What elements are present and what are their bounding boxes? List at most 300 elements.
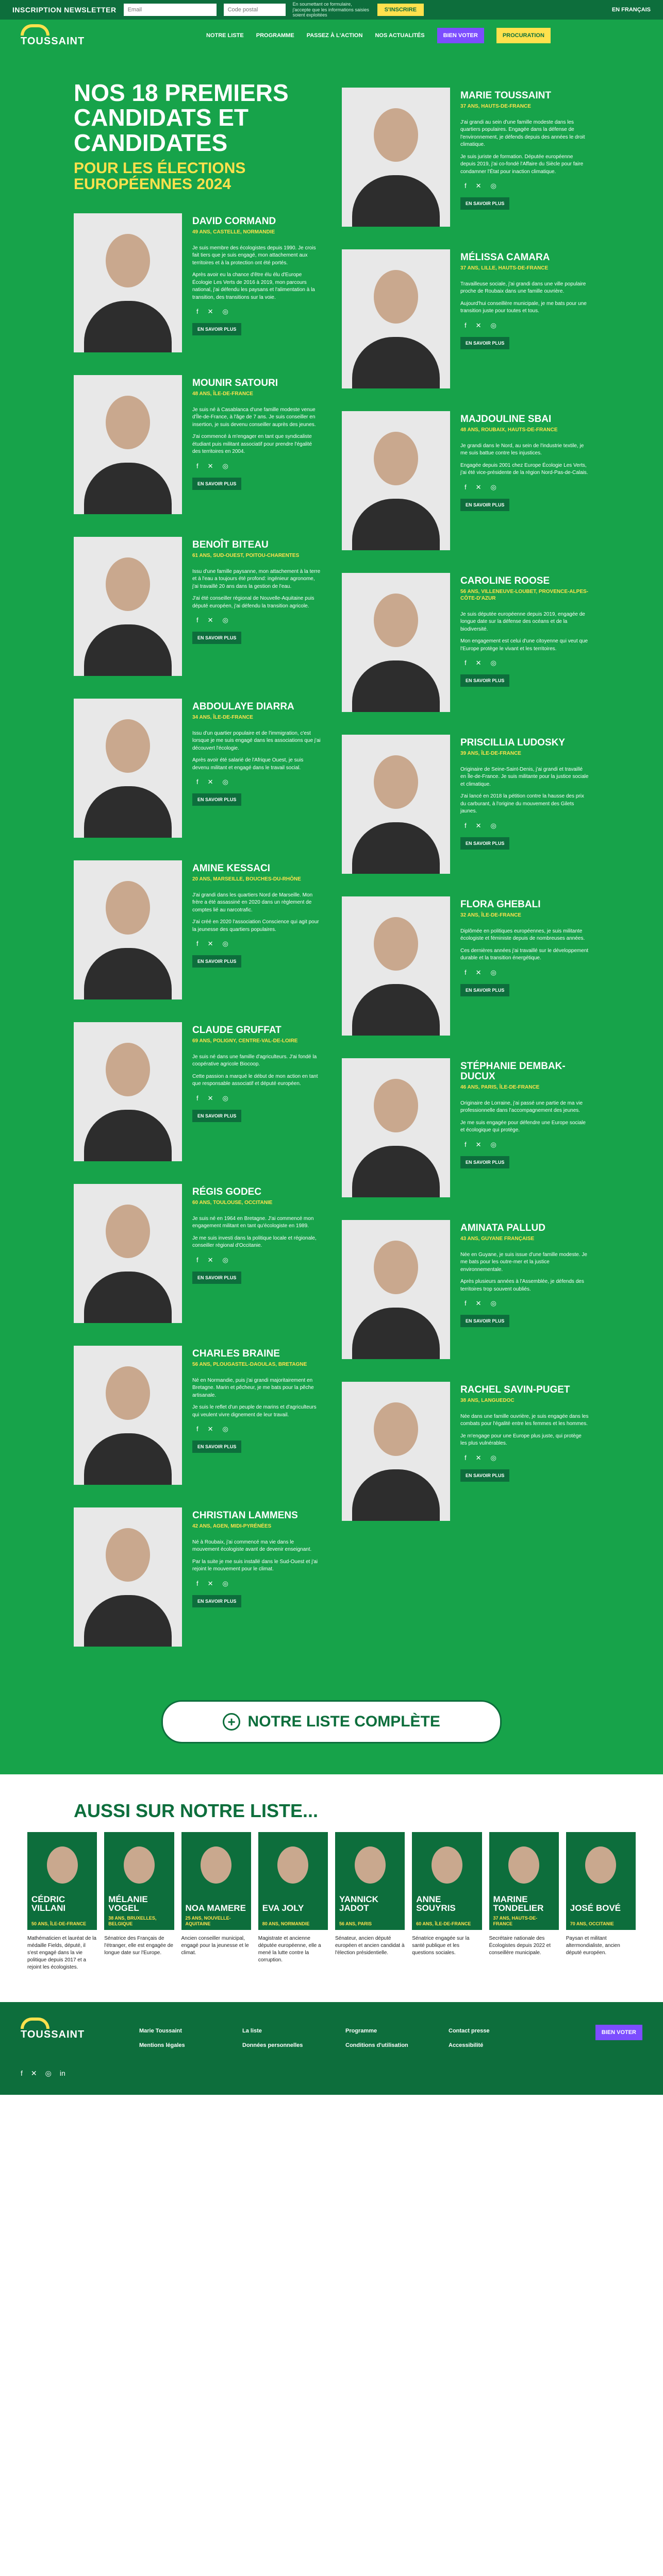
- candidate-card: [74, 537, 321, 676]
- portrait-body: [352, 660, 440, 712]
- x-icon[interactable]: ✕: [475, 821, 482, 829]
- candidate-card: [74, 1346, 321, 1485]
- facebook-icon[interactable]: f: [465, 1453, 467, 1462]
- instagram-icon[interactable]: ◎: [222, 462, 228, 470]
- proxy-button[interactable]: PROCURATION: [496, 28, 551, 43]
- portrait-head: [374, 755, 418, 809]
- footer-link[interactable]: Mentions légales: [139, 2042, 185, 2048]
- left-column: [74, 52, 332, 1669]
- portrait-head: [374, 108, 418, 162]
- also-card[interactable]: [412, 1832, 482, 1971]
- candidate-bio: Je me suis investi dans la politique locale et régionale, conseiller régional d'Occitanie.: [192, 1235, 317, 1249]
- read-more-button[interactable]: EN SAVOIR PLUS: [192, 1110, 241, 1122]
- facebook-icon[interactable]: f: [465, 1140, 467, 1148]
- portrait-head: [201, 1846, 231, 1884]
- instagram-icon[interactable]: ◎: [490, 659, 496, 667]
- portrait-head: [374, 917, 418, 971]
- also-card[interactable]: [27, 1832, 97, 1971]
- nav-item[interactable]: NOTRE LISTE: [206, 32, 244, 39]
- portrait-body: [84, 301, 172, 352]
- facebook-icon[interactable]: f: [465, 968, 467, 976]
- candidate-name: STÉPHANIE DEMBAK-DUCUX: [460, 1061, 566, 1082]
- read-more-button[interactable]: EN SAVOIR PLUS: [192, 1595, 241, 1607]
- x-icon[interactable]: ✕: [207, 778, 213, 786]
- candidate-bio: Diplômée en politiques européennes, je suis militante écologiste et féministe depuis de nombreuses années.: [460, 928, 585, 942]
- instagram-icon[interactable]: ◎: [490, 821, 496, 829]
- portrait-head: [106, 1043, 150, 1096]
- candidate-social: [460, 1299, 589, 1308]
- also-meta: 80 ANS, NORMANDIE: [262, 1921, 310, 1927]
- candidate-bio: J'ai créé en 2020 l'association Conscience qui agit pour la jeunesse des quartiers populaires.: [192, 919, 319, 933]
- candidate-name: MÉLISSA CAMARA: [460, 252, 550, 263]
- facebook-icon[interactable]: f: [196, 616, 198, 624]
- instagram-icon[interactable]: ◎: [222, 1094, 228, 1102]
- facebook-icon[interactable]: f: [465, 483, 467, 491]
- instagram-icon[interactable]: ◎: [45, 2069, 52, 2077]
- instagram-icon[interactable]: ◎: [222, 1256, 228, 1264]
- portrait-body: [84, 948, 172, 999]
- facebook-icon[interactable]: f: [196, 1256, 198, 1264]
- candidate-bio: Après plusieurs années à l'Assemblée, je défends des territoires trop souvent oubliés.: [460, 1279, 584, 1292]
- facebook-icon[interactable]: f: [196, 462, 198, 470]
- candidate-bio: J'ai été conseiller régional de Nouvelle-Aquitaine puis député européen, j'ai défendu la transition agricole.: [192, 596, 314, 609]
- candidate-name: CAROLINE ROOSE: [460, 575, 550, 586]
- x-icon[interactable]: ✕: [207, 308, 213, 316]
- portrait-body: [352, 984, 440, 1036]
- portrait-body: [84, 624, 172, 676]
- footer-social: [21, 2069, 642, 2078]
- candidate-bio: Aujourd'hui conseillère municipale, je me bats pour une transition juste pour toutes et tous.: [460, 300, 587, 314]
- candidate-meta: 56 ANS, PLOUGASTEL-DAOULAS, BRETAGNE: [192, 1361, 307, 1367]
- candidate-name: RÉGIS GODEC: [192, 1186, 262, 1197]
- candidate-card: [74, 1022, 321, 1161]
- candidate-meta: 39 ANS, ÎLE-DE-FRANCE: [460, 750, 521, 756]
- footer-link[interactable]: La liste: [242, 2027, 262, 2034]
- also-card[interactable]: [335, 1832, 405, 1971]
- x-icon[interactable]: ✕: [475, 321, 482, 329]
- candidate-name: DAVID CORMAND: [192, 215, 276, 227]
- candidate-bio: Je suis juriste de formation. Députée européenne depuis 2019, j'ai co-fondé l'Affaire du Siècle pour faire condamner l'État pour inaction climatique.: [460, 154, 584, 175]
- also-photo: [489, 1832, 559, 1930]
- footer-links: [139, 2028, 541, 2048]
- instagram-icon[interactable]: ◎: [490, 182, 496, 190]
- also-meta: 70 ANS, OCCITANIE: [570, 1921, 614, 1927]
- portrait-head: [106, 396, 150, 449]
- facebook-icon[interactable]: f: [196, 1579, 198, 1587]
- also-desc: Sénatrice engagée sur la santé publique et les questions sociales.: [412, 1935, 470, 1956]
- candidate-social: [192, 616, 321, 624]
- facebook-icon[interactable]: f: [465, 321, 467, 329]
- candidate-social: [192, 1580, 321, 1588]
- candidate-bio: Après avoir eu la chance d'être élu élu d'Europe Écologie Les Verts de 2016 à 2019, mon parcours national, j'ai défendu les paysans et l'alimentation à la transition, des transitions sur la voie.: [192, 272, 315, 300]
- footer-vote-button[interactable]: BIEN VOTER: [595, 2025, 642, 2040]
- portrait-head: [374, 1241, 418, 1294]
- candidate-meta: 42 ANS, AGEN, MIDI-PYRÉNÉES: [192, 1523, 272, 1529]
- main-nav: [206, 28, 551, 43]
- facebook-icon[interactable]: f: [465, 182, 467, 190]
- candidate-card: [342, 1058, 589, 1197]
- candidate-meta: 49 ANS, CASTELLE, NORMANDIE: [192, 229, 275, 235]
- x-icon[interactable]: ✕: [475, 1140, 482, 1148]
- facebook-icon[interactable]: f: [465, 659, 467, 667]
- candidate-name: RACHEL SAVIN-PUGET: [460, 1384, 570, 1395]
- nav-item[interactable]: PASSEZ À L'ACTION: [306, 32, 363, 39]
- candidate-social: [460, 969, 589, 977]
- also-desc: Ancien conseiller municipal, engagé pour la jeunesse et le climat.: [181, 1935, 249, 1956]
- candidate-bio: J'ai commencé à m'engager en tant que syndicaliste étudiant puis militant associatif pour prendre l'égalité des territoires en 2004.: [192, 434, 312, 455]
- linkedin-icon[interactable]: in: [59, 2069, 65, 2077]
- nav-item[interactable]: NOS ACTUALITÉS: [375, 32, 425, 39]
- also-section: [0, 1774, 663, 2002]
- also-meta: 37 ANS, HAUTS-DE-FRANCE: [493, 1916, 538, 1927]
- x-icon[interactable]: ✕: [207, 940, 213, 948]
- footer-link[interactable]: Accessibilité: [449, 2042, 484, 2048]
- candidate-meta: 61 ANS, SUD-OUEST, POITOU-CHARENTES: [192, 552, 300, 558]
- candidate-meta: 48 ANS, ÎLE-DE-FRANCE: [192, 391, 253, 397]
- candidate-bio: Originaire de Seine-Saint-Denis, j'ai grandi et travaillé en Île-de-France. Je suis militante pour la justice sociale et climatique.: [460, 766, 589, 787]
- portrait-head: [374, 1079, 418, 1132]
- candidate-bio: Je suis né dans une famille d'agriculteurs. J'ai fondé la coopérative agricole Biocoop.: [192, 1054, 317, 1067]
- instagram-icon[interactable]: ◎: [490, 321, 496, 329]
- also-photo: [566, 1832, 636, 1930]
- portrait-head: [432, 1846, 462, 1884]
- also-name: CÉDRIC VILLANI: [31, 1894, 66, 1913]
- read-more-button[interactable]: EN SAVOIR PLUS: [460, 1315, 509, 1327]
- candidate-bio: Je suis né à Casablanca d'une famille modeste venue d'Île-de-France, à l'âge de 7 ans. Je suis conseiller en insertion, je suis devenu conseiller auprès des jeunes.: [192, 406, 316, 428]
- portrait-body: [352, 1308, 440, 1359]
- footer-link[interactable]: Données personnelles: [242, 2042, 303, 2048]
- portrait-head: [47, 1846, 78, 1884]
- candidate-bio: Je me suis engagée pour défendre une Europe sociale et écologique qui protège.: [460, 1120, 586, 1133]
- candidate-social: [192, 1425, 321, 1433]
- also-card[interactable]: [258, 1832, 328, 1971]
- candidate-social: [192, 778, 321, 786]
- portrait-body: [84, 463, 172, 514]
- x-icon[interactable]: ✕: [475, 968, 482, 976]
- rainbow-icon: [21, 2018, 49, 2029]
- also-desc: Mathématicien et lauréat de la médaille Fields, député, il s'est engagé dans la vie politique depuis 2017 et a rejoint les écologistes.: [27, 1935, 96, 1970]
- footer-link[interactable]: Conditions d'utilisation: [345, 2042, 408, 2048]
- candidate-meta: 34 ANS, ÎLE-DE-FRANCE: [192, 714, 253, 720]
- also-desc: Sénateur, ancien député européen et ancien candidat à l'élection présidentielle.: [335, 1935, 405, 1956]
- candidate-bio: J'ai grandi au sein d'une famille modeste dans les quartiers populaires. Engagée dans la défense de l'environnement, je défends depuis des années le droit climatique.: [460, 119, 585, 148]
- candidate-card: [74, 860, 321, 999]
- candidate-name: FLORA GHEBALI: [460, 899, 541, 910]
- facebook-icon[interactable]: f: [465, 1299, 467, 1308]
- candidate-bio: Née dans une famille ouvrière, je suis engagée dans les combats pour l'égalité entre les femmes et les hommes.: [460, 1413, 589, 1427]
- instagram-icon[interactable]: ◎: [222, 308, 228, 316]
- read-more-button[interactable]: EN SAVOIR PLUS: [460, 1156, 509, 1168]
- also-meta: 50 ANS, ÎLE-DE-FRANCE: [31, 1921, 87, 1927]
- candidate-bio: Je suis né en 1964 en Bretagne. J'ai commencé mon engagement militant en tant qu'écologiste en 1989.: [192, 1215, 314, 1229]
- candidate-social: [460, 659, 589, 667]
- also-card[interactable]: [566, 1832, 636, 1971]
- also-card[interactable]: [489, 1832, 559, 1971]
- portrait-body: [352, 1146, 440, 1197]
- candidate-card: [342, 573, 589, 712]
- instagram-icon[interactable]: ◎: [222, 616, 228, 624]
- candidate-meta: 60 ANS, TOULOUSE, OCCITANIE: [192, 1199, 273, 1206]
- also-grid: [27, 1832, 636, 1971]
- read-more-button[interactable]: EN SAVOIR PLUS: [460, 337, 509, 349]
- portrait-head: [124, 1846, 155, 1884]
- candidate-meta: 46 ANS, PARIS, ÎLE-DE-FRANCE: [460, 1084, 540, 1090]
- candidate-name: CLAUDE GRUFFAT: [192, 1024, 281, 1036]
- instagram-icon[interactable]: ◎: [490, 1453, 496, 1462]
- facebook-icon[interactable]: f: [196, 1094, 198, 1102]
- x-icon[interactable]: ✕: [207, 462, 213, 470]
- read-more-button[interactable]: EN SAVOIR PLUS: [192, 955, 241, 968]
- also-card[interactable]: [181, 1832, 251, 1971]
- vote-button[interactable]: BIEN VOTER: [437, 28, 484, 43]
- candidate-photo: [74, 860, 182, 999]
- candidate-photo: [342, 573, 450, 712]
- candidate-meta: 20 ANS, MARSEILLE, BOUCHES-DU-RHÔNE: [192, 876, 301, 882]
- read-more-button[interactable]: EN SAVOIR PLUS: [192, 632, 241, 644]
- instagram-icon[interactable]: ◎: [222, 940, 228, 948]
- candidate-card: [342, 896, 589, 1036]
- candidate-photo: [74, 1184, 182, 1323]
- candidate-social: [460, 822, 589, 830]
- candidate-bio: J'ai lancé en 2018 la pétition contre la hausse des prix du carburant, à l'origine du mouvement des Gilets jaunes.: [460, 793, 584, 815]
- candidate-bio: Je grandi dans le Nord, au sein de l'industrie textile, je me suis battue contre les injustices.: [460, 443, 584, 456]
- also-desc: Magistrate et ancienne députée européenne, elle a mené la lutte contre la corruption.: [258, 1935, 321, 1963]
- candidate-name: CHARLES BRAINE: [192, 1348, 280, 1359]
- portrait-body: [84, 1110, 172, 1161]
- candidate-photo: [342, 411, 450, 550]
- x-icon[interactable]: ✕: [207, 1256, 213, 1264]
- full-list-label: NOTRE LISTE COMPLÈTE: [247, 1713, 440, 1730]
- facebook-icon[interactable]: f: [196, 308, 198, 316]
- candidate-bio: Originaire de Lorraine, j'ai passé une partie de ma vie professionnelle dans l'accompagnement des jeunes.: [460, 1100, 583, 1114]
- logo-text: TOUSSAINT: [21, 35, 85, 47]
- read-more-button[interactable]: EN SAVOIR PLUS: [460, 837, 509, 850]
- candidate-name: AMINE KESSACI: [192, 862, 270, 874]
- also-photo: [104, 1832, 174, 1930]
- also-meta: 38 ANS, BRUXELLES, BELGIQUE: [108, 1916, 157, 1927]
- candidate-name: CHRISTIAN LAMMENS: [192, 1510, 298, 1521]
- candidate-card: [74, 213, 321, 352]
- candidate-card: [74, 699, 321, 838]
- x-icon[interactable]: ✕: [207, 1425, 213, 1433]
- x-icon[interactable]: ✕: [475, 1453, 482, 1462]
- facebook-icon[interactable]: f: [196, 778, 198, 786]
- x-icon[interactable]: ✕: [207, 1579, 213, 1587]
- also-name: MARINE TONDELIER: [493, 1894, 544, 1913]
- candidate-bio: Mon engagement est celui d'une citoyenne qui veut que l'Europe protège le vivant et les territoires.: [460, 638, 588, 652]
- portrait-head: [106, 1205, 150, 1258]
- footer-logo[interactable]: [21, 2018, 85, 2041]
- page-title: NOS 18 PREMIERS CANDIDATS ET CANDIDATES: [74, 79, 289, 156]
- candidate-photo: [342, 735, 450, 874]
- also-photo: [335, 1832, 405, 1930]
- candidate-photo: [74, 1507, 182, 1647]
- portrait-body: [352, 337, 440, 388]
- read-more-button[interactable]: EN SAVOIR PLUS: [192, 1440, 241, 1453]
- candidate-bio: Cette passion a marqué le début de mon action en tant que responsable associatif et député européen.: [192, 1073, 318, 1087]
- candidate-card: [342, 735, 589, 874]
- candidate-photo: [342, 896, 450, 1036]
- footer: [0, 2002, 663, 2095]
- read-more-button[interactable]: EN SAVOIR PLUS: [460, 984, 509, 996]
- instagram-icon[interactable]: ◎: [222, 1579, 228, 1587]
- portrait-body: [352, 1469, 440, 1521]
- x-icon[interactable]: ✕: [207, 616, 213, 624]
- plus-icon: +: [223, 1713, 240, 1731]
- candidate-name: PRISCILLIA LUDOSKY: [460, 737, 566, 748]
- candidate-bio: Né à Roubaix, j'ai commencé ma vie dans le mouvement écologiste avant de devenir enseignant.: [192, 1539, 312, 1553]
- candidate-bio: Je suis députée européenne depuis 2019, engagée de longue date sur la défense des océans et de la biodiversité.: [460, 611, 585, 632]
- candidate-name: AMINATA PALLUD: [460, 1223, 545, 1233]
- also-title: AUSSI SUR NOTRE LISTE...: [74, 1800, 319, 1821]
- x-icon[interactable]: ✕: [475, 1299, 482, 1308]
- candidate-photo: [342, 249, 450, 388]
- footer-link[interactable]: Marie Toussaint: [139, 2027, 182, 2034]
- candidate-card: [342, 411, 589, 550]
- also-photo: [258, 1832, 328, 1930]
- portrait-head: [585, 1846, 616, 1884]
- footer-link[interactable]: Contact presse: [449, 2027, 490, 2034]
- x-icon[interactable]: ✕: [207, 1094, 213, 1102]
- x-icon[interactable]: ✕: [475, 659, 482, 667]
- candidate-photo: [342, 1382, 450, 1521]
- candidate-card: [74, 1507, 321, 1647]
- candidate-bio: Issu d'une famille paysanne, mon attachement à la terre et à l'eau a toujours été profond: ingénieur agronome, j'ai travaillé 20 ans dans la gestion de l'eau.: [192, 568, 321, 589]
- candidate-name: MARIE TOUSSAINT: [460, 90, 551, 101]
- candidate-bio: Issu d'un quartier populaire et de l'immigration, c'est lorsque je me suis engagé dans les associations que j'ai découvert l'écologie.: [192, 730, 321, 751]
- read-more-button[interactable]: EN SAVOIR PLUS: [192, 323, 241, 335]
- instagram-icon[interactable]: ◎: [490, 483, 496, 491]
- read-more-button[interactable]: EN SAVOIR PLUS: [460, 197, 509, 210]
- candidate-photo: [342, 1220, 450, 1359]
- also-card[interactable]: [104, 1832, 174, 1971]
- newsletter-note: En soumettant ce formulaire, j'accepte que les informations saisies soient exploitées: [292, 1, 369, 18]
- footer-link[interactable]: Programme: [345, 2027, 377, 2034]
- also-name: EVA JOLY: [262, 1903, 304, 1913]
- logo[interactable]: [21, 24, 85, 47]
- candidate-bio: Engagée depuis 2001 chez Europe Écologie Les Verts, j'ai été vice-présidente de la région Nord-Pas-de-Calais.: [460, 462, 588, 476]
- candidate-card: [342, 1220, 589, 1359]
- candidate-social: [192, 308, 321, 316]
- instagram-icon[interactable]: ◎: [222, 1425, 228, 1433]
- portrait-head: [355, 1846, 386, 1884]
- candidate-card: [342, 1382, 589, 1521]
- candidate-bio: Je suis le reflet d'un peuple de marins et d'agriculteurs qui veulent vivre dignement de leur travail.: [192, 1404, 317, 1418]
- portrait-head: [106, 557, 150, 611]
- candidate-photo: [74, 1022, 182, 1161]
- candidate-meta: 43 ANS, GUYANE FRANÇAISE: [460, 1235, 535, 1242]
- candidate-card: [74, 375, 321, 514]
- candidate-meta: 48 ANS, ROUBAIX, HAUTS-DE-FRANCE: [460, 427, 558, 433]
- x-icon[interactable]: ✕: [475, 483, 482, 491]
- postcode-input[interactable]: [224, 4, 286, 16]
- read-more-button[interactable]: EN SAVOIR PLUS: [460, 499, 509, 511]
- portrait-body: [352, 175, 440, 227]
- instagram-icon[interactable]: ◎: [490, 1140, 496, 1148]
- candidate-photo: [74, 375, 182, 514]
- read-more-button[interactable]: EN SAVOIR PLUS: [192, 1272, 241, 1284]
- candidate-bio: Par la suite je me suis installé dans le Sud-Ouest et j'ai rejoint le mouvement pour le climat.: [192, 1558, 318, 1572]
- portrait-body: [84, 1595, 172, 1647]
- candidate-photo: [74, 1346, 182, 1485]
- candidate-bio: Travailleuse sociale, j'ai grandi dans une ville populaire proche de Roubaix dans une famille ouvrière.: [460, 281, 586, 295]
- also-name: ANNE SOUYRIS: [416, 1894, 456, 1913]
- nav-item[interactable]: PROGRAMME: [256, 32, 294, 39]
- also-meta: 25 ANS, NOUVELLE-AQUITAINE: [185, 1916, 231, 1927]
- footer-logo-text: TOUSSAINT: [21, 2028, 85, 2040]
- facebook-icon[interactable]: f: [196, 1425, 198, 1433]
- candidate-photo: [342, 88, 450, 227]
- candidate-meta: 69 ANS, POLIGNY, CENTRE-VAL-DE-LOIRE: [192, 1038, 298, 1044]
- instagram-icon[interactable]: ◎: [490, 1299, 496, 1308]
- also-photo: [181, 1832, 251, 1930]
- read-more-button[interactable]: EN SAVOIR PLUS: [192, 793, 241, 806]
- candidate-bio: Née en Guyane, je suis issue d'une famille modeste. Je me bats pour les outre-mer et la justice environnementale.: [460, 1251, 587, 1273]
- also-meta: 60 ANS, ÎLE-DE-FRANCE: [416, 1921, 471, 1927]
- portrait-head: [106, 719, 150, 773]
- rainbow-icon: [21, 24, 49, 36]
- also-name: MÉLANIE VOGEL: [108, 1894, 148, 1913]
- portrait-body: [352, 822, 440, 874]
- candidate-social: [192, 1256, 321, 1264]
- language-switch[interactable]: EN FRANÇAIS: [611, 7, 651, 13]
- portrait-head: [106, 881, 150, 935]
- right-column: [332, 52, 589, 1669]
- candidate-photo: [342, 1058, 450, 1197]
- page-subtitle: POUR LES ÉLECTIONS EUROPÉENNES 2024: [74, 159, 246, 193]
- read-more-button[interactable]: EN SAVOIR PLUS: [192, 478, 241, 490]
- candidate-meta: 56 ANS, VILLENEUVE-LOUBET, PROVENCE-ALPES-CÔTE-D'AZUR: [460, 588, 588, 601]
- portrait-head: [374, 594, 418, 647]
- instagram-icon[interactable]: ◎: [490, 968, 496, 976]
- also-desc: Secrétaire nationale des Écologistes depuis 2022 et conseillère municipale.: [489, 1935, 551, 1956]
- read-more-button[interactable]: EN SAVOIR PLUS: [460, 674, 509, 687]
- instagram-icon[interactable]: ◎: [222, 778, 228, 786]
- candidate-photo: [74, 699, 182, 838]
- candidate-social: [460, 182, 589, 190]
- candidate-bio: Après avoir été salarié de l'Afrique Ouest, je suis devenu militant et engagé dans le travail social.: [192, 757, 304, 771]
- candidate-social: [460, 483, 589, 492]
- email-input[interactable]: [124, 4, 217, 16]
- subscribe-button[interactable]: S'INSCRIRE: [377, 4, 424, 16]
- newsletter-label: INSCRIPTION NEWSLETTER: [12, 6, 117, 14]
- candidate-name: BENOÎT BITEAU: [192, 539, 269, 550]
- candidate-card: [342, 88, 589, 227]
- candidate-bio: Né en Normandie, puis j'ai grandi majoritairement en Bretagne. Marin et pêcheur, je me bats pour la pêche artisanale.: [192, 1377, 314, 1398]
- portrait-head: [106, 1528, 150, 1582]
- facebook-icon[interactable]: f: [196, 940, 198, 948]
- candidate-name: ABDOULAYE DIARRA: [192, 701, 294, 712]
- newsletter-bar: [0, 0, 663, 20]
- x-icon[interactable]: ✕: [475, 182, 482, 190]
- candidate-social: [192, 940, 321, 948]
- candidate-social: [460, 1454, 589, 1462]
- read-more-button[interactable]: EN SAVOIR PLUS: [460, 1469, 509, 1482]
- also-desc: Paysan et militant altermondialiste, ancien député européen.: [566, 1935, 620, 1956]
- facebook-icon[interactable]: f: [21, 2069, 23, 2077]
- portrait-head: [374, 1402, 418, 1456]
- also-name: JOSÉ BOVÉ: [570, 1903, 621, 1913]
- facebook-icon[interactable]: f: [465, 821, 467, 829]
- candidate-bio: Je m'engage pour une Europe plus juste, qui protège les plus vulnérables.: [460, 1433, 582, 1447]
- candidate-meta: 38 ANS, LANGUEDOC: [460, 1397, 515, 1403]
- also-name: YANNICK JADOT: [339, 1894, 378, 1913]
- portrait-body: [84, 786, 172, 838]
- x-icon[interactable]: ✕: [30, 2069, 37, 2077]
- portrait-body: [84, 1272, 172, 1323]
- portrait-head: [106, 1366, 150, 1420]
- full-list-button[interactable]: [161, 1700, 502, 1743]
